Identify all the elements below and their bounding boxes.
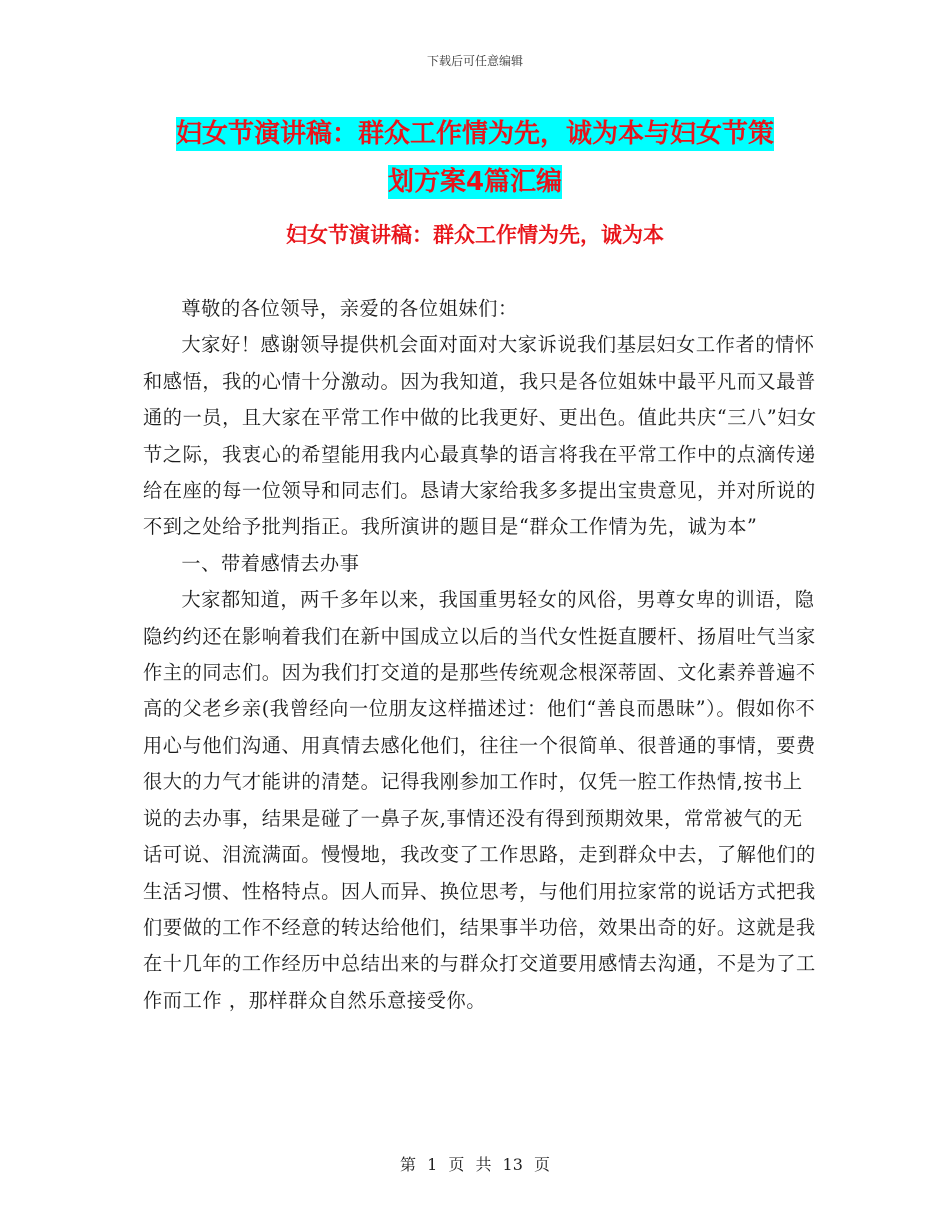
document-title (150, 110, 800, 206)
paragraph-heading-1: 一、带着感情去办事 (181, 551, 360, 575)
document-title-line1: 妇女节演讲稿：群众工作情为先，诚为本与妇女节策 (175, 119, 774, 149)
section-title: 妇女节演讲稿：群众工作情为先，诚为本 (286, 223, 664, 247)
document-body (143, 291, 818, 1019)
page-number: 第 1 页 共 13 页 (400, 1155, 550, 1174)
paragraph-salutation: 尊敬的各位领导，亲爱的各位姐妹们： (181, 297, 518, 320)
document-title-line2: 划方案4篇汇编 (387, 167, 563, 197)
paragraph-body-1: 大家都知道，两千多年以来，我国重男轻女的风俗，男尊女卑的训语，隐隐约约还在影响着我们在新中国成立以后的当代女性挺直腰杆、扬眉吐气当家作主的同志们。因为我们打交道的是那些传统观念根深蒂固、文化素养普遍不高的父老乡亲(我曾经向一位朋友这样描述过：他们“善良而愚昧”）。假如你不用心与他们沟通、用真情去感化他们，往往一个很简单、很普通的事情，要费很大的力气才能讲的清楚。记得我刚参加工作时，仅凭一腔工作热情,按书上说的去办事，结果是碰了一鼻子灰,事情还没有得到预期效果，常常被气的无话可说、泪流满面。慢慢地，我改变了工作思路，走到群众中去，了解他们的生活习惯、性格特点。因人而异、换位思考，与他们用拉家常的说话方式把我们要做的工作不经意的转达给他们，结果事半功倍，效果出奇的好。这就是我在十几年的工作经历中总结出来的与群众打交道要用感情去沟通，不是为了工作而工作 ，那样群众自然乐意接受你。 (143, 588, 816, 1012)
page-header-note: 下载后可任意编辑 (426, 54, 523, 68)
paragraph-greeting: 大家好！感谢领导提供机会面对面对大家诉说我们基层妇女工作者的情怀和感悟，我的心情十分激动。因为我知道，我只是各位姐妹中最平凡而又最普通的一员，且大家在平常工作中做的比我更好、更出色。值此共庆“三八”妇女节之际，我衷心的希望能用我内心最真挚的语言将我在平常工作中的点滴传递给在座的每一位领导和同志们。恳请大家给我多多提出宝贵意见，并对所说的不到之处给予批判指正。我所演讲的题目是“群众工作情为先，诚为本” (143, 333, 817, 539)
